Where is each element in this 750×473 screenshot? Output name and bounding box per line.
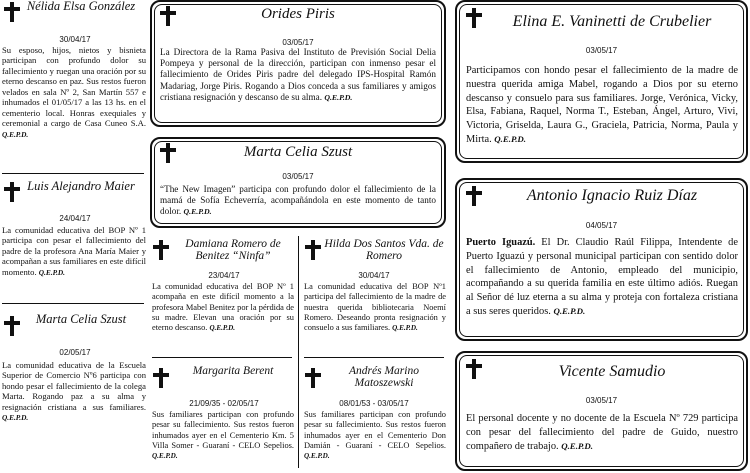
- cross-icon: [305, 240, 321, 260]
- notice-name: Margarita Berent: [192, 365, 274, 377]
- notice-name: Elina E. Vaninetti de Crubelier: [512, 13, 712, 30]
- notice-date: 04/05/17: [585, 221, 618, 230]
- cross-icon: [153, 240, 169, 260]
- notice-name: Nélida Elsa González: [26, 0, 136, 13]
- cross-icon: [305, 368, 321, 388]
- notice-name: Hilda Dos Santos Vda. de Romero: [324, 238, 444, 263]
- notice-date: 03/05/17: [585, 46, 618, 55]
- notice-body: La comunidad educativa del BOP Nº1 participa del fallecimiento de la madre de nuestra querida bibliotecaria Noemí Romero. Deseando pronta resignación y consuelo a sus familiares. Q.E.P.D.: [304, 282, 446, 332]
- notice-name: Andrés Marino Matoszewski: [349, 365, 419, 390]
- cross-icon: [160, 6, 176, 26]
- cross-icon: [466, 359, 482, 379]
- notice-date: 30/04/17: [358, 271, 390, 280]
- cross-icon: [153, 368, 169, 388]
- divider: [152, 357, 292, 358]
- notice-body: Participamos con hondo pesar el fallecimiento de la madre de nuestra querida amiga Mabel, rogando a Dios por su eterno descanso y consuelo para sus familiares. Jorge, Verónica, Vicky, Elsa, Fabiana, Raquel, Norma T., Esteban, Ángel, Arturo, Vivi, Victoria, Griselda, Laura G., Graciela, Patricia, Norma, Paula y Mirta. Q.E.P.D.: [466, 65, 738, 146]
- notice-name: Vicente Samudio: [558, 363, 666, 380]
- notice-body: Su esposo, hijos, nietos y bisnieta participan con profundo dolor su fallecimiento y ruegan una oración por su eterno descanso en paz. Sus restos fueron velados en sala Nº 2, San Martín 557 e inhumados el 01/05/17 a las 13 hs. en el cementerio local. Honras exequiales y ceremonial a cargo de Casa Cuneo S.A. Q.E.P.D.: [2, 45, 146, 139]
- notice-name: Luis Alejandro Maier: [27, 179, 135, 193]
- notice-date: 02/05/17: [59, 348, 91, 357]
- divider: [2, 173, 144, 174]
- cross-icon: [4, 2, 20, 22]
- notice-body: Sus familiares participan con profundo pesar su fallecimiento. Sus restos fueron inhumados ayer en el Cementerio Km. 5 Villa Somer - Guaraní - CELO Sepelios. Q.E.P.D.: [152, 410, 294, 460]
- cross-icon: [4, 182, 20, 202]
- cross-icon: [160, 143, 176, 163]
- notice-date: 03/05/17: [585, 396, 618, 405]
- notice-body: La comunidad educativa del BOP Nº 1 participa con pesar el fallecimiento del padre de la profesora Ana María Maier y acompañan a sus familiares en este difícil momento. Q.E.P.D.: [2, 225, 146, 277]
- notice-name: Damiana Romero de Benitez “Ninfa”: [185, 238, 281, 263]
- notice-body: “The New Imagen” participa con profundo dolor el fallecimiento de la mamá de Sofía Echeverría, acompañándola en este momento de tanto dolor. Q.E.P.D.: [160, 184, 436, 217]
- notice-body: La Directora de la Rama Pasiva del Instituto de Previsión Social Delia Pompeya y personal de la dirección, participan con inmenso pesar el fallecimiento de Orides Piris padre del delegado IPS-Hospital Ramón Madariag, Jorge Piris. Rogando a Dios conceda a sus familiares y amigos cristiana resignación y descanso de su alma. Q.E.P.D.: [160, 47, 436, 102]
- divider: [304, 357, 444, 358]
- notice-date: 30/04/17: [59, 35, 91, 44]
- notice-name: Marta Celia Szust: [243, 144, 353, 160]
- notice-body: La comunidad educativa de la Escuela Superior de Comercio Nº6 participa con hondo pesar el fallecimiento de la colega Marta. Rogando paz a su alma y resignación cristiana a sus familiares. Q.E.P.D.: [2, 360, 146, 423]
- column-divider: [298, 236, 299, 468]
- notice-body: El personal docente y no docente de la Escuela Nº 729 participa con pesar del fallecimiento del padre de Guido, nuestro compañero de trabajo. Q.E.P.D.: [466, 413, 738, 452]
- cross-icon: [4, 316, 20, 336]
- notice-date: 24/04/17: [59, 214, 91, 223]
- notice-body: Puerto Iguazú. El Dr. Claudio Raúl Filippa, Intendente de Puerto Iguazú y personal municipal participan con sentido dolor el fallecimiento de Antonio, empleado del municipio, acompañando a su querida familia en este último adiós. Ruegan al Señor dé luz eterna a su alma y proteja con fortaleza cristiana a sus seres queridos. Q.E.P.D.: [466, 237, 738, 318]
- notice-date: 23/04/17: [208, 271, 240, 280]
- cross-icon: [466, 8, 482, 28]
- notice-date: 03/05/17: [282, 38, 314, 47]
- notice-name: Orides Piris: [261, 6, 335, 22]
- notice-date: 21/09/35 - 02/05/17: [189, 399, 259, 408]
- notice-name: Antonio Ignacio Ruiz Díaz: [526, 187, 698, 204]
- notice-date: 03/05/17: [282, 172, 314, 181]
- divider: [2, 303, 144, 304]
- notice-body: Sus familiares participan con profundo pesar su fallecimiento. Sus restos fueron inhumados ayer en el Cementerio Don Damián - Guaraní - CELO Sepelios. Q.E.P.D.: [304, 410, 446, 460]
- notice-name: Marta Celia Szust: [35, 312, 127, 326]
- cross-icon: [466, 186, 482, 206]
- notice-date: 08/01/53 - 03/05/17: [339, 399, 409, 408]
- notice-body: La comunidad educativa del BOP Nº 1 acompaña en este difícil momento a la profesora Mabel Benitez por la pérdida de su madre. Elevan una oración por su eterno descanso. Q.E.P.D.: [152, 282, 294, 332]
